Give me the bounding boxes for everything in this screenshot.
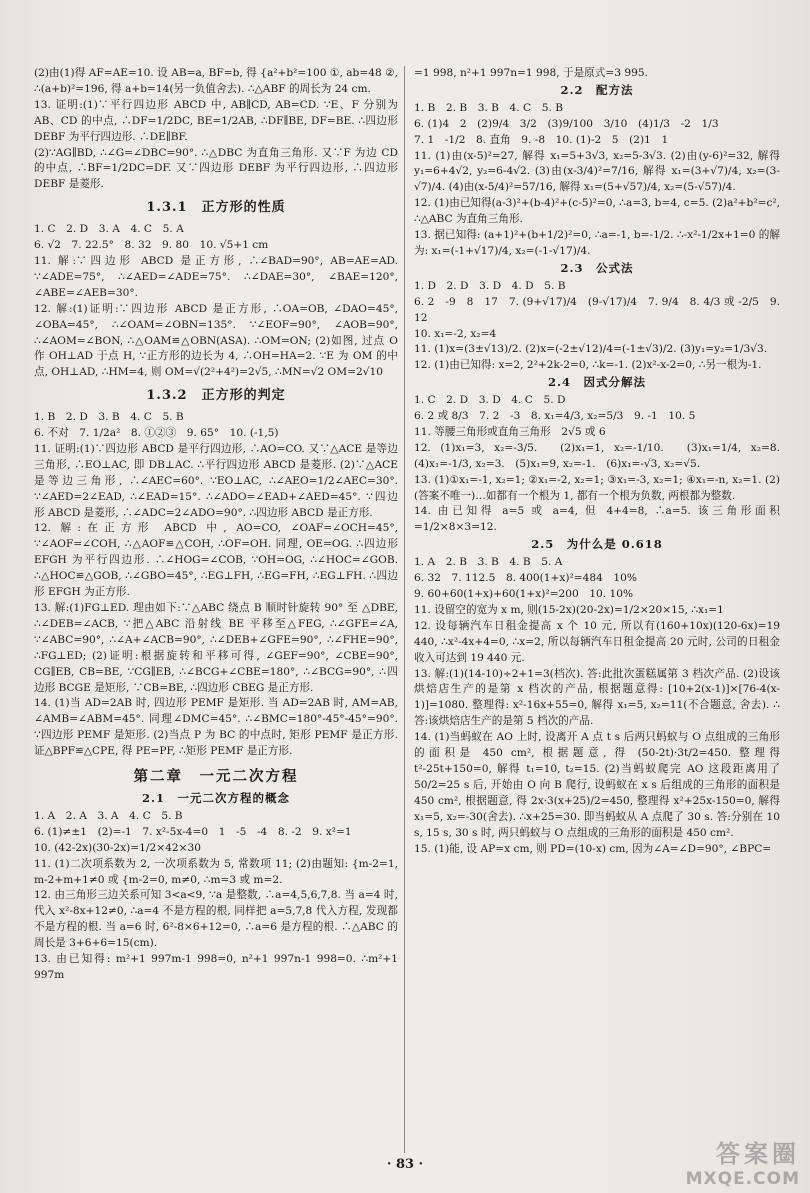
answer-item: 1. C 2. D 3. A 4. C 5. A <box>34 223 184 236</box>
answer-item: (2)∵AG∥BD, ∴∠G=∠DBC=90°. ∴△DBC 为直角三角形. 又∵F 为边 CD 的中点, ∴BF=1/2DC=DF. 又∵四边形 DEBF 为平行四边形, ∴四边形 DEBF 是菱形. <box>34 146 398 191</box>
answer-item: 13. 由已知得: m²+1 997m-1 998=0, n²+1 997n-1 998=0. ∴m²+1 997m <box>34 953 398 981</box>
subsection-heading: 2.3 公式法 <box>560 260 634 275</box>
answer-item: 1. C 2. D 3. D 4. C 5. D <box>414 394 566 407</box>
answer-item: 9. 60+60(1+x)+60(1+x)²=200 10. 10% <box>414 588 634 600</box>
answer-item: 12. 设每辆汽车日租金提高 x 个 10 元, 所以有(160+10x)(120-6x)=19 440, ∴x²-4x+4=0, ∴x=2, 所以每辆汽车日租金提高 20 元时, 公司的日租金收入可达到 19 440 元. <box>414 619 780 664</box>
answer-item: 1. A 2. A 3. A 4. C 5. B <box>34 809 183 822</box>
answer-item: 11. 证明:(1)∵四边形 ABCD 是平行四边形, ∴AO=CO. 又∵△ACE 是等边三角形, ∴EO⊥AC, 即 DB⊥AC. ∴平行四边形 ABCD 是菱形. (2)∵△ACE 是等边三角形, ∴∠AEC=60°. ∵EO⊥AC, ∴∠AEO=1/2∠AEC=30°. ∵∠AED=2∠EAD, ∴∠EAD=15°. ∴∠ADO=∠EAD+∠AED=45°. ∵四边形 ABCD 是菱形, ∴∠ADC=2∠ADO=90°. ∴四边形 ABCD 是正方形. <box>34 442 398 519</box>
answer-item: 15. (1)能, 设 AP=x cm, 则 PD=(10-x) cm, 因为∠A=∠D=90°, ∠BPC= <box>414 842 772 855</box>
answer-item: 11. (1)二次项系数为 2, 一次项系数为 5, 常数项 11; (2)由题知: {m-2=1, m-2+m+1≠0 或 {m-2=0, m≠0, ∴m=3 或 m=2. <box>34 857 398 886</box>
answer-item: 12. (1)由已知得: x=2, 2²+2k-2=0, ∴k=-1. (2)x²-x-2=0, ∴另一根为-1. <box>414 359 762 372</box>
right-column <box>414 66 780 1153</box>
answer-item: 11. 解:∵四边形 ABCD 是正方形, ∴∠BAD=90°, AB=AE=AD. ∵∠ADE=75°, ∴∠AED=∠ADE=75°. ∴∠DAE=30°, ∠BAE=120°, ∠ABE=∠AEB=30°. <box>34 254 398 299</box>
answer-item: 11. (1)x=(3±√13)/2. (2)x=(-2±√12)/4=(-1±√3)/2. (3)y₁=y₂=1/3√3. <box>414 343 768 356</box>
answer-item: 12. (1)x₁=3, x₂=-3/5. (2)x₁=1, x₂=-1/10. (3)x₁=1/4, x₂=8. (4)x₁=-1/3, x₂=3. (5)x₁=9, x₂=-1. (6)x₁=-√3, x₂=√5. <box>414 441 780 470</box>
answer-item: 6. (1)4 2 (2)9/4 3/2 (3)9/100 3/10 (4)1/3 -2 1/3 <box>414 117 719 130</box>
answer-item: 6. 2 或 8/3 7. 2 -3 8. x₁=4/3, x₂=5/3 9. -1 10. 5 <box>414 410 696 423</box>
answer-item: 7. 1 -1/2 8. 直角 9. -8 10. (1)-2 5 (2)1 1 <box>414 133 669 146</box>
answer-item: 12. (1)由已知得(a-3)²+(b-4)²+(c-5)²=0, ∴a=3, b=4, c=5. (2)a²+b²=c², ∴△ABC 为直角三角形. <box>414 197 780 226</box>
watermark-logo <box>686 1134 800 1189</box>
answer-item: 13. 解:(1)FG⊥ED. 理由如下:∵△ABC 绕点 B 顺时针旋转 90° 至 △DBE, ∴∠DEB=∠ACB, ∵把△ABC 沿射线 BE 平移至△FEG, ∴∠GFE=∠A, ∵∠ABC=90°, ∴∠A+∠ACB=90°, ∴∠DEB+∠GFE=90°, ∴∠FHE=90°, ∴FG⊥ED; (2)证明:根据旋转和平移可得, ∠GEF=90°, ∠CBE=90°, CG∥EB, CB=BE, ∵CG∥EB, ∴∠BCG+∠CBE=180°, ∴∠BCG=90°, ∴四边形 BCGE 是矩形, ∵CB=BE, ∴四边形 CBEG 是正方形. <box>34 602 398 694</box>
answer-item: 6. 不对 7. 1/2a² 8. ①②③ 9. 65° 10. (-1,5) <box>34 427 279 440</box>
answer-item: 14. (1)当蚂蚁在 AO 上时, 设离开 A 点 t s 后两只蚂蚁与 O 点组成的三角形的面积是 450 cm², 根据题意, 得 (50-2t)·3t/2=450. 整理得 t²-25t+150=0, 解得 t₁=10, t₂=15. (2)当蚂蚁爬完 AO 这段距离用了 50/2=25 s 后, 开始由 O 向 B 爬行, 设蚂蚁在 x s 后组成的三角形的面积是 450 cm², 根据题意, 得 2x·3(x+25)/2=450, 整理得 x²+25x-150=0, 解得 x₁=5, x₂=-30(舍去). ∴x+25=30. 即当蚂蚁从 A 点爬了 30 s. 答:分别在 10 s, 15 s, 30 s 时, 两只蚂蚁与 O 点组成的三角形的面积是 450 cm². <box>414 731 780 839</box>
subsection-heading: 2.1 一元二次方程的概念 <box>141 790 290 805</box>
answer-item: 14. 由已知得 a=5 或 a=4, 但 4+4=8, ∴a=5. 该三角形面积=1/2×8×3=12. <box>414 505 780 534</box>
answer-item: 1. D 2. D 3. D 4. D 5. B <box>414 279 566 292</box>
answer-item: 6. 32 7. 112.5 8. 400(1+x)²=484 10% <box>414 572 637 585</box>
answer-item: 13. 解:(1)(14-10)÷2+1=3(档次). 答:此批次蛋糕属第 3 档次产品. (2)设该烘焙店生产的是第 x 档次的产品, 根据题意得: [10+2(x-1)]×[76-4(x-1)]=1080. 整理得: x²-16x+55=0, 解得 x₁=5, x₂=11(不合题意, 舍去). ∴答:该烘焙店生产的是第 5 档次的产品. <box>414 667 780 728</box>
page-number: · 83 · <box>386 1157 424 1172</box>
answer-item: 10. x₁=-2, x₂=4 <box>414 327 497 340</box>
subsection-heading: 2.5 为什么是 0.618 <box>531 537 663 552</box>
answer-item: 12. 解:(1)证明:∵四边形 ABCD 是正方形, ∴OA=OB, ∠DAO=45°, ∠OBA=45°, ∴∠OAM=∠OBN=135°. ∵∠EOF=90°, ∠AOB=90°, ∴∠AOM=∠BON, ∴△OAM≌△OBN(ASA). ∴OM=ON; (2)如图, 过点 O 作 OH⊥AD 于点 H, ∵正方形的边长为 4, ∴OH=HA=2. ∵E 为 OM 的中点, OH⊥AD, ∴HM=4, 则 OM=√(2²+4²)=2√5, ∴MN=√2 OM=2√10 <box>34 302 398 379</box>
answer-item: 12. 由三角形三边关系可知 3<a<9, ∵a 是整数, ∴a=4,5,6,7,8. 当 a=4 时, 代入 x²-8x+12≠0, ∴a=4 不是方程的根, 同样把 a=5,7,8 代入方程, 发现都不是方程的根. 当 a=6 时, 6²-8×6+12=0, ∴a=6 是方程的根. ∴△ABC 的周长是 3+6+6=15(cm). <box>34 889 398 950</box>
answer-item: 1. B 2. D 3. B 4. C 5. B <box>34 411 184 424</box>
chapter-heading: 第二章 一元二次方程 <box>133 768 299 786</box>
watermark-bottom: MXQE.COM <box>685 1169 800 1189</box>
answer-item: 6. (1)≠±1 (2)=-1 7. x²-5x-4=0 1 -5 -4 8. -2 9. x²=1 <box>34 825 352 838</box>
answer-item: 11. 等腰三角形或直角三角形 2√5 或 6 <box>414 425 606 438</box>
answer-item: 13. 据已知得: (a+1)²+(b+1/2)²=0, ∴a=-1, b=-1/2. ∴-x²-1/2x+1=0 的解为: x₁=(-1+√17)/4, x₂=(-1-√17)/4. <box>414 229 780 257</box>
answer-item: 6. 2 -9 8 17 7. (9+√17)/4 (9-√17)/4 7. 9/4 8. 4/3 或 -2/5 9. 12 <box>414 295 780 324</box>
answer-item: 10. (42-2x)(30-2x)=1/2×42×30 <box>34 841 201 854</box>
answer-item: 12. 解:在正方形 ABCD 中, AO=CO, ∠OAF=∠OCH=45°, ∵∠AOF=∠COH, ∴△AOF≌△COH, ∴OF=OH. 同理, OE=OG. ∴四边形 EFGH 为平行四边形. ∴∠HOG=∠COB, ∵OH=OG, ∴∠HOC=∠GOB. ∴△HOC≌△GOB, ∴∠GBO=45°, ∴EG⊥FH, ∴EG=FH, ∴EG⊥FH. ∴四边形 EFGH 为正方形. <box>34 522 398 599</box>
answer-item: 11. (1)由(x-5)²=27, 解得 x₁=5+3√3, x₂=5-3√3. (2)由(y-6)²=32, 解得 y₁=6+4√2, y₂=6-4√2. (3)由(x-3/4)²=7/16, 解得 x₁=(3+√7)/4, x₂=(3-√7)/4. (4)由(x-5/4)²=57/16, 解得 x₁=(5+√57)/4, x₂=(5-√57)/4. <box>414 149 780 194</box>
answer-item: 13. 证明:(1)∵平行四边形 ABCD 中, AB∥CD, AB=CD. ∵E、F 分别为 AB、CD 的中点, ∴DF=1/2DC, BE=1/2AB, ∴DF∥BE, DF=BE. ∴四边形 DEBF 为平行四边形. ∴DE∥BF. <box>34 98 398 143</box>
answer-item: =1 998, n²+1 997n=1 998, 于是原式=3 995. <box>414 67 648 79</box>
watermark-top: 答案圈 <box>716 1140 800 1168</box>
answer-item: (2)由(1)得 AF=AE=10. 设 AB=a, BF=b, 得 {a²+b²=100 ①, ab=48 ②, ∴(a+b)²=196, 得 a+b=14(另一负值舍去). ∴△ABF 的周长为 24 cm. <box>34 67 398 95</box>
section-heading: 1.3.2 正方形的判定 <box>146 388 286 404</box>
column-divider <box>404 66 405 1153</box>
answer-item: 11. 设留空的宽为 x m, 则(15-2x)(20-2x)=1/2×20×15, ∴x₁=1 <box>414 603 724 616</box>
subsection-heading: 2.2 配方法 <box>560 82 634 97</box>
answer-item: 6. √2 7. 22.5° 8. 32 9. 80 10. √5+1 cm <box>34 239 269 252</box>
subsection-heading: 2.4 因式分解法 <box>547 375 646 390</box>
left-column <box>34 66 398 1153</box>
answer-item: 1. A 2. B 3. B 4. B 5. A <box>414 556 563 569</box>
answer-item: 14. (1)当 AD=2AB 时, 四边形 PEMF 是矩形. 当 AD=2AB 时, AM=AB, ∠AMB=∠ABM=45°. 同理∠DMC=45°. ∴∠BMC=180°-45°-45°=90°. ∵四边形 PEMF 是矩形. (2)当点 P 为 BC 的中点时, 矩形 PEMF 是正方形. 证△BPF≌△CPE, 得 PE=PF, ∴矩形 PEMF 是正方形. <box>34 697 398 758</box>
answer-item: 13. (1)①x₁=-1, x₂=1; ②x₁=-2, x₂=1; ③x₁=-3, x₂=1; ④x₁=-n, x₂=1. (2)(答案不唯一)…如都有一个根为 1, 都有一个根为负数, 两根都为整数. <box>414 473 780 502</box>
section-heading: 1.3.1 正方形的性质 <box>146 200 286 216</box>
answer-item: 1. B 2. B 3. B 4. C 5. B <box>414 101 563 114</box>
